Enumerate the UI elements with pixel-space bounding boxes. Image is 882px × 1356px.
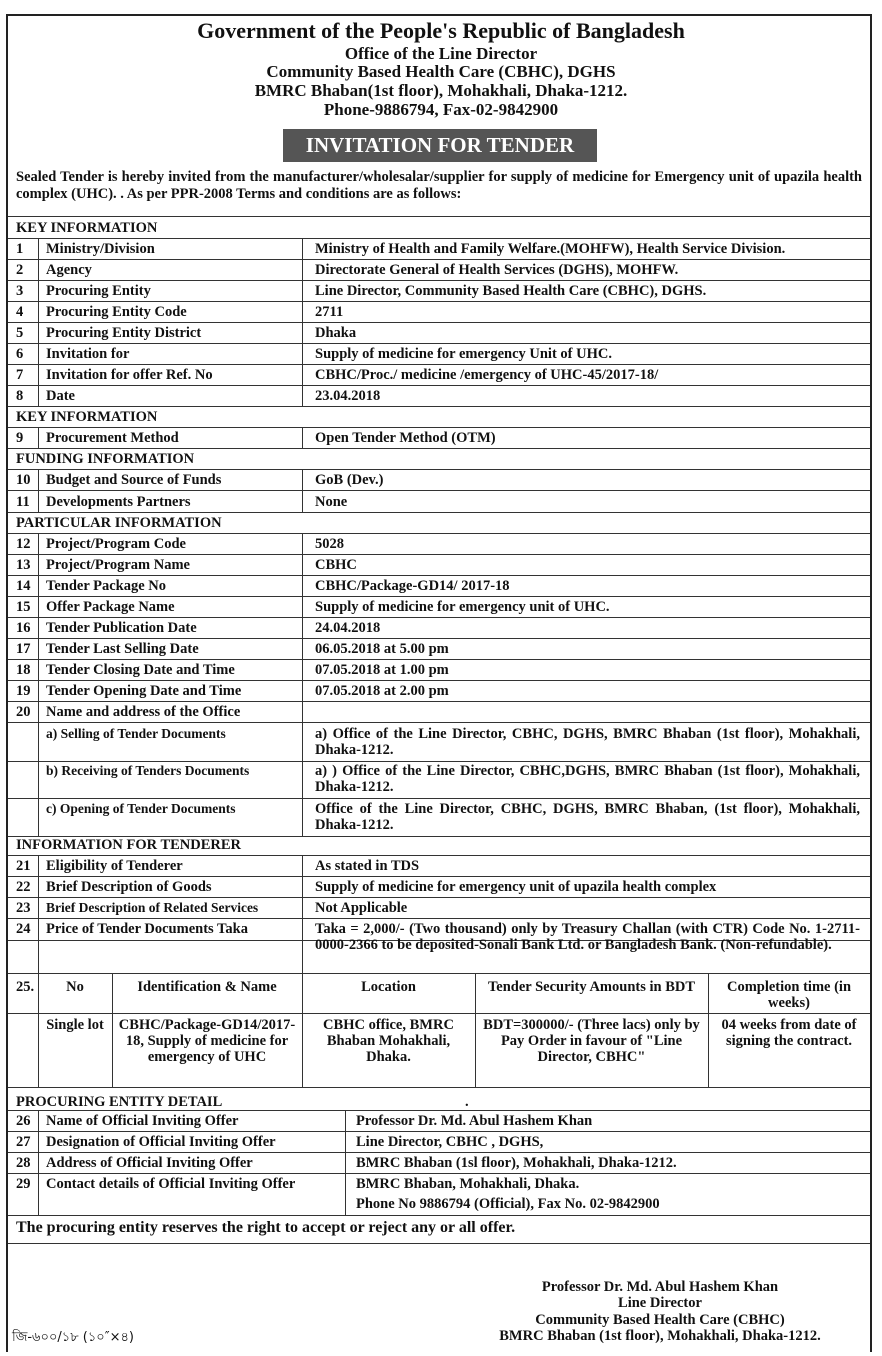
table-rule bbox=[302, 973, 303, 1087]
signature-name: Professor Dr. Md. Abul Hashem Khan bbox=[541, 1279, 779, 1295]
lot-header: Identification & Name bbox=[137, 979, 277, 995]
table-rule bbox=[475, 973, 476, 1087]
table-rule bbox=[302, 533, 303, 836]
lot-cell: BDT=300000/- (Three lacs) only by Pay Order in favour of "Line Director, CBHC" bbox=[483, 1017, 700, 1065]
table-rule bbox=[8, 1215, 870, 1216]
lot-cell: 04 weeks from date of signing the contract. bbox=[721, 1017, 857, 1049]
section-key1: KEY INFORMATION bbox=[16, 220, 158, 236]
table-rule bbox=[38, 855, 39, 973]
table-rule bbox=[8, 238, 870, 239]
row-label: Budget and Source of Funds bbox=[46, 472, 222, 488]
table-rule bbox=[302, 427, 303, 448]
row-number: 23 bbox=[16, 900, 31, 916]
table-rule bbox=[8, 973, 870, 974]
table-rule bbox=[8, 680, 870, 681]
row-label: Name of Official Inviting Offer bbox=[46, 1113, 239, 1129]
row-number: 15 bbox=[16, 599, 31, 615]
row-value: As stated in TDS bbox=[315, 858, 420, 874]
lot-cell: Single lot bbox=[46, 1017, 104, 1033]
office-value: Office of the Line Director, CBHC, DGHS, BMRC Bhaban, (1st floor), Mohakhali, Dhaka-1212. bbox=[315, 801, 860, 833]
table-rule bbox=[8, 701, 870, 702]
row-value: Supply of medicine for emergency Unit of UHC. bbox=[315, 346, 612, 362]
table-rule bbox=[112, 973, 113, 1087]
row-value: Dhaka bbox=[315, 325, 357, 341]
row-value: Ministry of Health and Family Welfare.(MOHFW), Health Service Division. bbox=[315, 241, 786, 257]
table-rule bbox=[302, 469, 303, 512]
office-address: BMRC Bhaban(1st floor), Mohakhali, Dhaka-1212. bbox=[254, 81, 628, 100]
row-label: Tender Closing Date and Time bbox=[46, 662, 235, 678]
row-label: Designation of Official Inviting Offer bbox=[46, 1134, 276, 1150]
section-particular: PARTICULAR INFORMATION bbox=[16, 515, 222, 531]
table-rule bbox=[8, 761, 870, 762]
table-rule bbox=[8, 798, 870, 799]
row-value: CBHC/Package-GD14/ 2017-18 bbox=[315, 578, 510, 594]
signature-org: Community Based Health Care (CBHC) bbox=[535, 1312, 785, 1328]
office-label: c) Opening of Tender Documents bbox=[46, 801, 236, 816]
row-number: 4 bbox=[16, 304, 24, 320]
row-value: 24.04.2018 bbox=[315, 620, 381, 636]
section-procuring: PROCURING ENTITY DETAIL bbox=[16, 1094, 223, 1110]
table-rule bbox=[8, 469, 870, 470]
table-rule bbox=[708, 973, 709, 1087]
table-rule bbox=[8, 280, 870, 281]
table-rule bbox=[8, 322, 870, 323]
row-number: 5 bbox=[16, 325, 24, 341]
lot-cell: CBHC office, BMRC Bhaban Mohakhali, Dhaka. bbox=[323, 1017, 454, 1065]
row-label: Invitation for bbox=[46, 346, 130, 362]
row-number: 9 bbox=[16, 430, 24, 446]
row-label: Brief Description of Related Services bbox=[46, 900, 259, 915]
row-value: Not Applicable bbox=[315, 900, 408, 916]
table-rule bbox=[8, 259, 870, 260]
invitation-banner: INVITATION FOR TENDER bbox=[283, 129, 597, 162]
row-label: Offer Package Name bbox=[46, 599, 175, 615]
office-title: Office of the Line Director bbox=[344, 44, 538, 63]
government-title: Government of the People's Republic of Bangladesh bbox=[197, 18, 685, 43]
table-rule bbox=[8, 533, 870, 534]
table-rule bbox=[8, 216, 870, 217]
row-number: 28 bbox=[16, 1155, 31, 1171]
footer-note: The procuring entity reserves the right to accept or reject any or all offer. bbox=[16, 1219, 516, 1236]
row-number: 20 bbox=[16, 704, 31, 720]
row-label: Address of Official Inviting Offer bbox=[46, 1155, 253, 1171]
table-rule bbox=[38, 427, 39, 448]
row-label: Procuring Entity bbox=[46, 283, 151, 299]
table-rule bbox=[8, 448, 870, 449]
row-number: 21 bbox=[16, 858, 31, 874]
section-funding: FUNDING INFORMATION bbox=[16, 451, 195, 467]
row-number: 26 bbox=[16, 1113, 31, 1129]
row-label: Procurement Method bbox=[46, 430, 179, 446]
lot-header: No bbox=[66, 979, 84, 995]
row-value: 23.04.2018 bbox=[315, 388, 381, 404]
office-label: b) Receiving of Tenders Documents bbox=[46, 763, 250, 778]
office-value: a) ) Office of the Line Director, CBHC,DGHS, BMRC Bhaban (1st floor), Mohakhali, Dhaka-1212. bbox=[315, 763, 860, 795]
table-rule bbox=[8, 490, 870, 491]
table-rule bbox=[8, 638, 870, 639]
table-rule bbox=[8, 1243, 870, 1244]
row-value: CBHC/Proc./ medicine /emergency of UHC-45/2017-18/ bbox=[315, 367, 659, 383]
row-value: 2711 bbox=[315, 304, 344, 320]
row-label: Procuring Entity District bbox=[46, 325, 202, 341]
table-rule bbox=[38, 469, 39, 512]
lot-cell: CBHC/Package-GD14/2017-18, Supply of medicine for emergency of UHC bbox=[118, 1017, 296, 1065]
row-value: Open Tender Method (OTM) bbox=[315, 430, 496, 446]
row-number: 27 bbox=[16, 1134, 31, 1150]
print-code: জি-৬০০/১৮ (১০″×৪) bbox=[12, 1330, 134, 1345]
row-number: 12 bbox=[16, 536, 31, 552]
row-number: 8 bbox=[16, 388, 24, 404]
table-rule bbox=[8, 364, 870, 365]
row-number: 24 bbox=[16, 921, 31, 937]
table-rule bbox=[8, 1152, 870, 1153]
row-label: Brief Description of Goods bbox=[46, 879, 212, 895]
table-rule bbox=[8, 343, 870, 344]
row-value: Supply of medicine for emergency unit of UHC. bbox=[315, 599, 610, 615]
row-number: 6 bbox=[16, 346, 24, 362]
table-rule bbox=[8, 596, 870, 597]
row-number: 17 bbox=[16, 641, 31, 657]
row-value: Supply of medicine for emergency unit of upazila health complex bbox=[315, 879, 717, 895]
table-rule bbox=[345, 1110, 346, 1215]
row-value: 5028 bbox=[315, 536, 344, 552]
organization-name: Community Based Health Care (CBHC), DGHS bbox=[266, 62, 616, 81]
row-value: Taka = 2,000/- (Two thousand) only by Treasury Challan (with CTR) Code No. 1-2711-0000-2366 to be deposited-Sonali Bank Ltd. or Bangladesh Bank. (Non-refundable). bbox=[315, 921, 860, 953]
table-rule bbox=[8, 1013, 870, 1014]
row-value: Line Director, CBHC , DGHS, bbox=[356, 1134, 544, 1150]
row-label: Agency bbox=[46, 262, 92, 278]
row-label: Name and address of the Office bbox=[46, 704, 241, 720]
table-rule bbox=[8, 897, 870, 898]
table-rule bbox=[8, 575, 870, 576]
row-label: Procuring Entity Code bbox=[46, 304, 187, 320]
row-value: BMRC Bhaban (1sl floor), Mohakhali, Dhaka-1212. bbox=[356, 1155, 677, 1171]
row-number: 2 bbox=[16, 262, 24, 278]
lot-header: Tender Security Amounts in BDT bbox=[487, 979, 696, 995]
table-rule bbox=[8, 406, 870, 407]
row-label: Project/Program Code bbox=[46, 536, 186, 552]
row-number: 10 bbox=[16, 472, 31, 488]
table-rule bbox=[8, 855, 870, 856]
row-value: BMRC Bhaban, Mohakhali, Dhaka. bbox=[356, 1176, 580, 1192]
table-rule bbox=[38, 238, 39, 406]
row-value: 06.05.2018 at 5.00 pm bbox=[315, 641, 449, 657]
row-value: Directorate General of Health Services (DGHS), MOHFW. bbox=[315, 262, 679, 278]
section-tenderer: INFORMATION FOR TENDERER bbox=[16, 837, 242, 853]
office-label: a) Selling of Tender Documents bbox=[46, 726, 226, 741]
table-rule bbox=[8, 385, 870, 386]
row-label: Ministry/Division bbox=[46, 241, 155, 257]
table-rule bbox=[302, 238, 303, 406]
row-label: Tender Opening Date and Time bbox=[46, 683, 242, 699]
row-value: 07.05.2018 at 2.00 pm bbox=[315, 683, 449, 699]
row-label: Date bbox=[46, 388, 75, 404]
row-label: Invitation for offer Ref. No bbox=[46, 367, 213, 383]
row-number: 3 bbox=[16, 283, 24, 299]
row-value: CBHC bbox=[315, 557, 357, 573]
row-label: Tender Package No bbox=[46, 578, 167, 594]
row-number: 29 bbox=[16, 1176, 31, 1192]
row-number: 19 bbox=[16, 683, 31, 699]
table-rule bbox=[38, 533, 39, 836]
lot-row-number: 25. bbox=[16, 979, 35, 995]
table-rule bbox=[302, 855, 303, 973]
row-number: 1 bbox=[16, 241, 24, 257]
office-value: a) Office of the Line Director, CBHC, DGHS, BMRC Bhaban (1st floor), Mohakhali, Dhaka-1212. bbox=[315, 726, 860, 758]
signature-address: BMRC Bhaban (1st floor), Mohakhali, Dhaka-1212. bbox=[499, 1328, 821, 1344]
row-label: Developments Partners bbox=[46, 494, 191, 510]
office-phone: Phone-9886794, Fax-02-9842900 bbox=[323, 100, 559, 119]
row-value: Professor Dr. Md. Abul Hashem Khan bbox=[356, 1113, 593, 1129]
row-label: Price of Tender Documents Taka bbox=[46, 921, 248, 937]
row-number: 11 bbox=[16, 494, 30, 510]
intro-paragraph: Sealed Tender is hereby invited from the manufacturer/wholesalar/supplier for supply of medicine for Emergency unit of upazila health complex (UHC). . As per PPR-2008 Terms and conditions are as follows: bbox=[16, 169, 862, 202]
row-number: 7 bbox=[16, 367, 24, 383]
table-rule bbox=[8, 301, 870, 302]
signature-title: Line Director bbox=[618, 1295, 702, 1311]
row-number: 13 bbox=[16, 557, 31, 573]
table-rule bbox=[8, 554, 870, 555]
section-procuring-dot: . bbox=[465, 1094, 469, 1110]
table-rule bbox=[8, 1087, 870, 1088]
table-rule bbox=[8, 722, 870, 723]
table-rule bbox=[8, 1131, 870, 1132]
row-value: None bbox=[315, 494, 348, 510]
row-label: Tender Publication Date bbox=[46, 620, 197, 636]
table-rule bbox=[8, 1110, 870, 1111]
section-key2: KEY INFORMATION bbox=[16, 409, 158, 425]
lot-header: Location bbox=[361, 979, 416, 995]
table-rule bbox=[8, 427, 870, 428]
row-label: Tender Last Selling Date bbox=[46, 641, 199, 657]
table-rule bbox=[8, 918, 870, 919]
table-rule bbox=[8, 617, 870, 618]
table-rule bbox=[38, 973, 39, 1087]
row-value: 07.05.2018 at 1.00 pm bbox=[315, 662, 449, 678]
lot-header: Completion time (in weeks) bbox=[726, 979, 852, 1011]
row-number: 16 bbox=[16, 620, 31, 636]
row-number: 14 bbox=[16, 578, 31, 594]
row-value-contact: Phone No 9886794 (Official), Fax No. 02-9842900 bbox=[356, 1196, 660, 1212]
table-rule bbox=[8, 659, 870, 660]
row-label: Contact details of Official Inviting Offer bbox=[46, 1176, 296, 1192]
row-label: Eligibility of Tenderer bbox=[46, 858, 183, 874]
table-rule bbox=[8, 512, 870, 513]
row-value: GoB (Dev.) bbox=[315, 472, 384, 488]
row-number: 18 bbox=[16, 662, 31, 678]
row-label: Project/Program Name bbox=[46, 557, 190, 573]
row-number: 22 bbox=[16, 879, 31, 895]
table-rule bbox=[38, 1110, 39, 1215]
table-rule bbox=[8, 876, 870, 877]
table-rule bbox=[8, 1173, 870, 1174]
row-value: Line Director, Community Based Health Care (CBHC), DGHS. bbox=[315, 283, 707, 299]
